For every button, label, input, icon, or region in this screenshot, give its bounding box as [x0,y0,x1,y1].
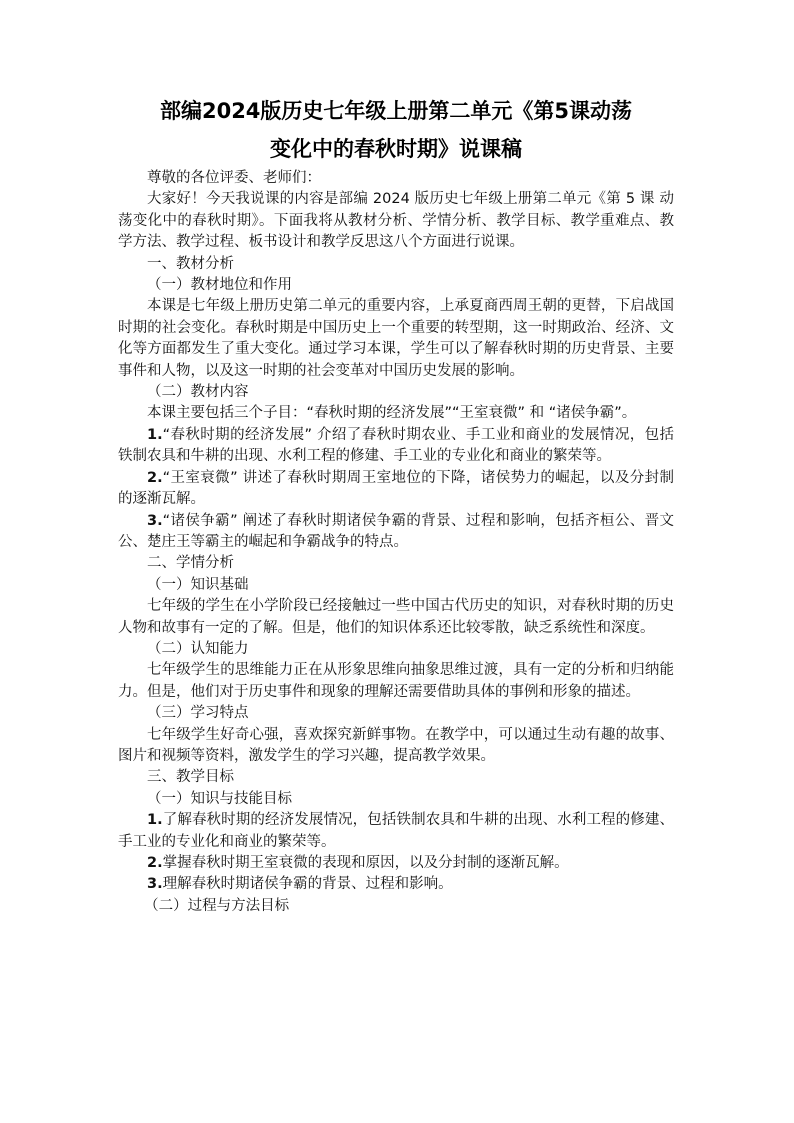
list-item-number: 1. [147,426,163,443]
subsection-heading-1-1: （一）教材地位和作用 [147,277,292,294]
title-line-1: 部编2024版历史七年级上册第二单元《第5课动荡 [159,99,633,123]
section-heading-3: 三、教学目标 [147,769,234,786]
document-page [118,92,674,917]
list-item-number: 1. [147,812,163,829]
section-heading-2: 二、学情分析 [147,555,234,572]
list-item [118,425,674,468]
list-item [118,810,674,853]
list-item-number: 2. [147,469,163,486]
paragraph-1-2: 本课主要包括三个子目：“春秋时期的经济发展”“王室衰微” 和 “诸侯争霸”。 [147,405,637,422]
subsection-heading-2-1: （一）知识基础 [147,576,249,593]
list-item-text: “诸侯争霸” 阐述了春秋时期诸侯争霸的背景、过程和影响，包括齐桓公、晋文公、楚庄王等霸主的崛起和争霸战争的特点。 [118,512,674,550]
document-title [118,92,674,168]
list-item-number: 3. [147,512,163,529]
intro-paragraph: 大家好！今天我说课的内容是部编 2024 版历史七年级上册第二单元《第 5 课 动荡变化中的春秋时期》。下面我将从教材分析、学情分析、教学目标、教学重难点、教学方法、教学过程、板书设计和教学反思这八个方面进行说课。 [118,191,674,251]
list-item [118,853,674,874]
list-item [118,511,674,554]
list-item-text: “王室衰微” 讲述了春秋时期周王室地位的下降，诸侯势力的崛起，以及分封制的逐渐瓦解。 [118,469,674,508]
list-item-text: 理解春秋时期诸侯争霸的背景、过程和影响。 [162,876,453,893]
list-item-text: “春秋时期的经济发展” 介绍了春秋时期农业、手工业和商业的发展情况，包括铁制农具和牛耕的出现、水利工程的修建、手工业的专业化和商业的繁荣等。 [118,426,674,465]
paragraph-2-1: 七年级的学生在小学阶段已经接触过一些中国古代历史的知识，对春秋时期的历史人物和故事有一定的了解。但是，他们的知识体系还比较零散，缺乏系统性和深度。 [118,598,674,636]
subsection-heading-2-3: （三）学习特点 [147,705,249,722]
list-item-number: 2. [147,855,163,871]
subsection-heading-2-2: （二）认知能力 [147,640,249,657]
paragraph-1-1: 本课是七年级上册历史第二单元的重要内容，上承夏商西周王朝的更替，下启战国时期的社会变化。春秋时期是中国历史上一个重要的转型期，这一时期政治、经济、文化等方面都发生了重大变化。通过学习本课，学生可以了解春秋时期的历史背景、主要事件和人物，以及这一时期的社会变革对中国历史发展的影响。 [118,298,674,379]
title-line-2: 变化中的春秋时期》说课稿 [270,137,522,161]
section-heading-1: 一、教材分析 [147,255,234,272]
subsection-heading-3-2: （二）过程与方法目标 [144,897,290,914]
paragraph-2-3: 七年级学生好奇心强，喜欢探究新鲜事物。在教学中，可以通过生动有趣的故事、图片和视频等资料，激发学生的学习兴趣，提高教学效果。 [118,726,674,764]
paragraph-2-2: 七年级学生的思维能力正在从形象思维向抽象思维过渡，具有一定的分析和归纳能力。但是，他们对于历史事件和现象的理解还需要借助具体的事例和形象的描述。 [118,662,674,700]
subsection-heading-3-1: （一）知识与技能目标 [147,790,292,807]
list-item-text: 了解春秋时期的经济发展情况，包括铁制农具和牛耕的出现、水利工程的修建、手工业的专业化和商业的繁荣等。 [118,812,674,850]
greeting: 尊敬的各位评委、老师们： [147,170,321,186]
list-item [118,468,674,511]
list-item-text: 掌握春秋时期王室衰微的表现和原因，以及分封制的逐渐瓦解。 [162,855,569,871]
list-item-number: 3. [147,876,163,893]
list-item [118,874,674,895]
subsection-heading-1-2: （二）教材内容 [147,384,249,401]
